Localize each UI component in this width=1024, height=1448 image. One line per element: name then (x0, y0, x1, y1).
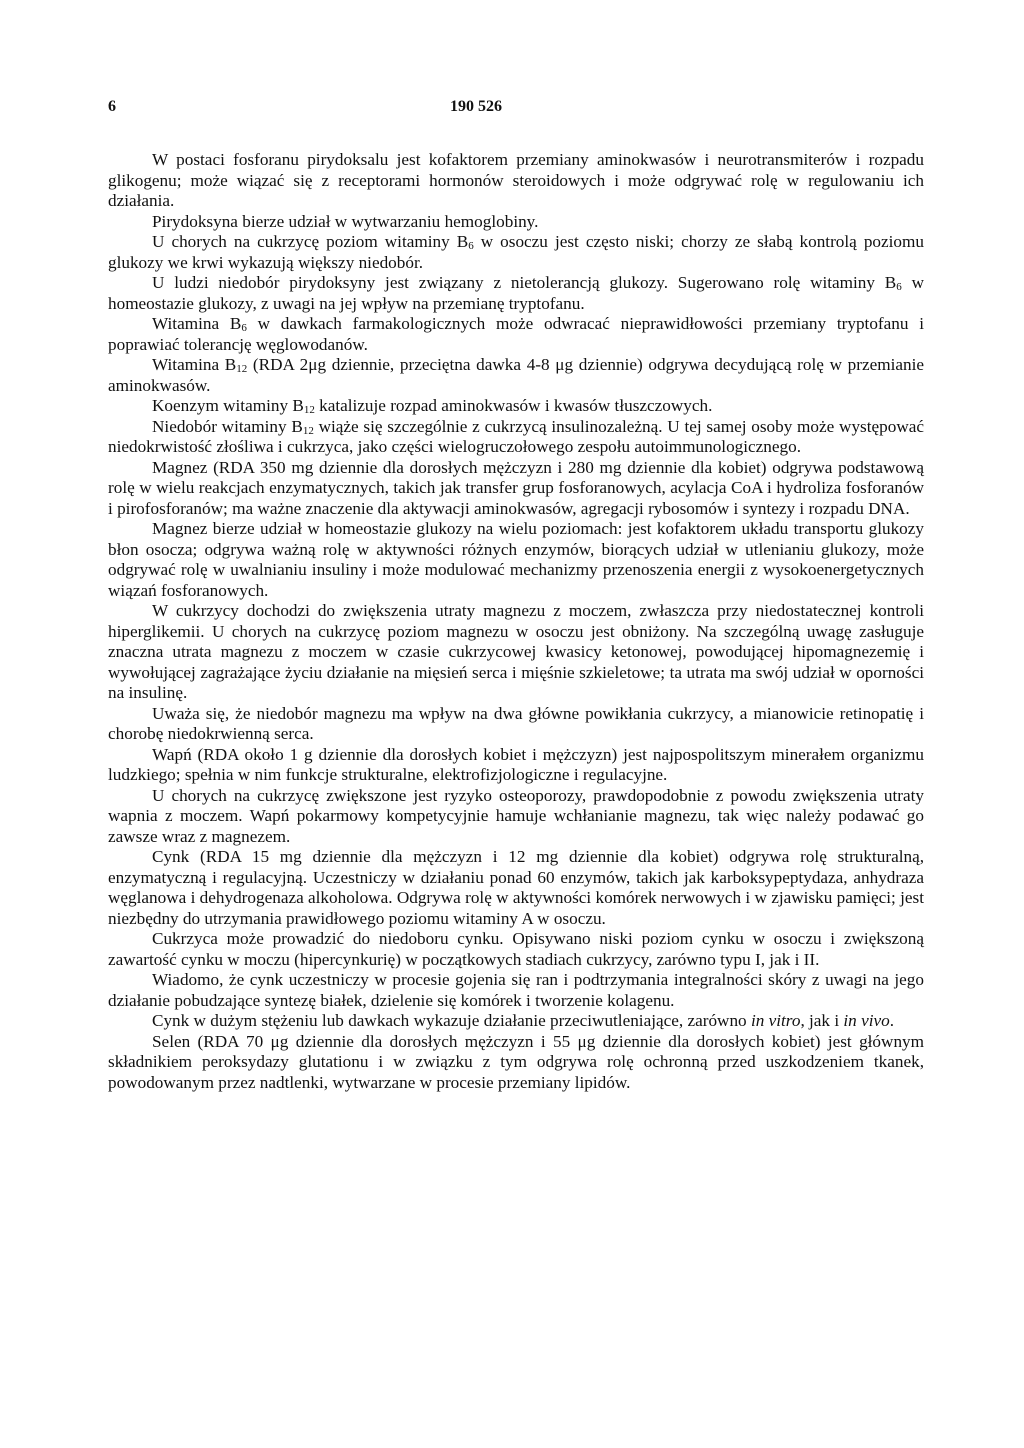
patent-number: 190 526 (450, 98, 502, 115)
paragraph: Magnez (RDA 350 mg dziennie dla dorosłych mężczyzn i 280 mg dziennie dla kobiet) odgrywa podstawową rolę w wielu reakcjach enzymatycznych, takich jak transfer grup fosforanowych, acylacja CoA i hydroliza fosforanów i pirofosforanów; ma ważne znaczenie dla aktywacji aminokwasów, agregacji rybosomów i syntezy i rozpadu DNA. (108, 457, 924, 518)
page-header (108, 98, 916, 120)
paragraph: Niedobór witaminy $B_{12}$ wiąże się szczególnie z cukrzycą insulinozależną. U tej samej osoby może występować niedokrwistość złośliwa i cukrzyca, jako części wielogruczołowego zespołu autoimmunologicznego. (108, 416, 924, 456)
paragraph: W postaci fosforanu pirydoksalu jest kofaktorem przemiany aminokwasów i neurotransmiterów i rozpadu glikogenu; może wiązać się z receptorami hormonów steroidowych i może odgrywać rolę w regulowaniu ich działania. (108, 150, 924, 210)
paragraph: Koenzym witaminy $B_{12}$ katalizuje rozpad aminokwasów i kwasów tłuszczowych. (152, 396, 713, 416)
paragraph: Wapń (RDA około 1 g dziennie dla dorosłych kobiet i mężczyzn) jest najpospolitszym minerałem organizmu ludzkiego; spełnia w nim funkcje strukturalne, elektrofizjologiczne i regulacyjne. (108, 744, 924, 784)
paragraph: Witamina $B_6$ w dawkach farmakologicznych może odwracać nieprawidłowości przemiany tryptofanu i poprawiać tolerancję węglowodanów. (108, 314, 924, 354)
page-number: 6 (108, 98, 116, 115)
paragraph: Wiadomo, że cynk uczestniczy w procesie gojenia się ran i podtrzymania integralności skóry z uwagi na jego działanie pobudzające syntezę białek, dzielenie się komórek i tworzenie kolagenu. (108, 970, 924, 1010)
paragraph: Witamina $B_{12}$ (RDA 2μg dziennie, przeciętna dawka 4-8 μg dziennie) odgrywa decydującą rolę w przemianie aminokwasów. (108, 355, 924, 395)
paragraph: Pirydoksyna bierze udział w wytwarzaniu hemoglobiny. (152, 211, 539, 231)
paragraph: U chorych na cukrzycę poziom witaminy $B_6$ w osoczu jest często niski; chorzy ze słabą kontrolą poziomu glukozy we krwi wykazują większy niedobór. (108, 232, 924, 272)
paragraph: U ludzi niedobór pirydoksyny jest związany z nietolerancją glukozy. Sugerowano rolę witaminy $B_6$ w homeostazie glukozy, z uwagi na jej wpływ na przemianę tryptofanu. (108, 273, 924, 313)
paragraph: Selen (RDA 70 μg dziennie dla dorosłych mężczyzn i 55 μg dziennie dla dorosłych kobiet) jest głównym składnikiem peroksydazy glutationu i w związku z tym odgrywa rolę ochronną przed uszkodzeniem tkanek, powodowanym przez nadtlenki, wytwarzane w procesie przemiany lipidów. (108, 1031, 924, 1092)
paragraph: Cukrzyca może prowadzić do niedoboru cynku. Opisywano niski poziom cynku w osoczu i zwiększoną zawartość cynku w moczu (hipercynkurię) w początkowych stadiach cukrzycy, zarówno typu I, jak i II. (108, 929, 924, 969)
paragraph: Uważa się, że niedobór magnezu ma wpływ na dwa główne powikłania cukrzycy, a mianowicie retinopatię i chorobę niedokrwienną serca. (108, 703, 924, 743)
document-body (108, 150, 924, 1093)
paragraph: W cukrzycy dochodzi do zwiększenia utraty magnezu z moczem, zwłaszcza przy niedostatecznej kontroli hiperglikemii. U chorych na cukrzycę poziom magnezu w osoczu jest obniżony. Na szczególną uwagę zasługuje znaczna utrata magnezu z moczem w czasie cukrzycowej kwasicy ketonowej, powodującej hipomagnezemię i wywołującej zagrażające życiu działanie na mięsień serca i mięśnie szkieletowe; ta utrata ma swój udział w oporności na insulinę. (108, 601, 924, 702)
paragraph: U chorych na cukrzycę zwiększone jest ryzyko osteoporozy, prawdopodobnie z powodu zwiększenia utraty wapnia z moczem. Wapń pokarmowy kompetycyjnie hamuje wchłanianie magnezu, tak więc należy podawać go zawsze wraz z magnezem. (108, 785, 924, 846)
paragraph: Cynk w dużym stężeniu lub dawkach wykazuje działanie przeciwutleniające, zarówno in vitro, jak i in vivo. (152, 1011, 894, 1030)
paragraph: Magnez bierze udział w homeostazie glukozy na wielu poziomach: jest kofaktorem układu transportu glukozy błon osocza; odgrywa ważną rolę w aktywności różnych enzymów, biorących udział w utlenianiu glukozy, może odgrywać rolę w uwalnianiu insuliny i może modulować mechanizmy przenoszenia energii z wysokoenergetycznych wiązań fosforanowych. (108, 519, 924, 600)
paragraph: Cynk (RDA 15 mg dziennie dla mężczyzn i 12 mg dziennie dla kobiet) odgrywa rolę strukturalną, enzymatyczną i regulacyjną. Uczestniczy w działaniu ponad 60 enzymów, takich jak karboksypeptydaza, anhydraza węglanowa i dehydrogenaza alkoholowa. Odgrywa rolę w aktywności komórek nerwowych i w zjawisku pamięci; jest niezbędny do utrzymania prawidłowego poziomu witaminy A w osoczu. (108, 847, 924, 928)
